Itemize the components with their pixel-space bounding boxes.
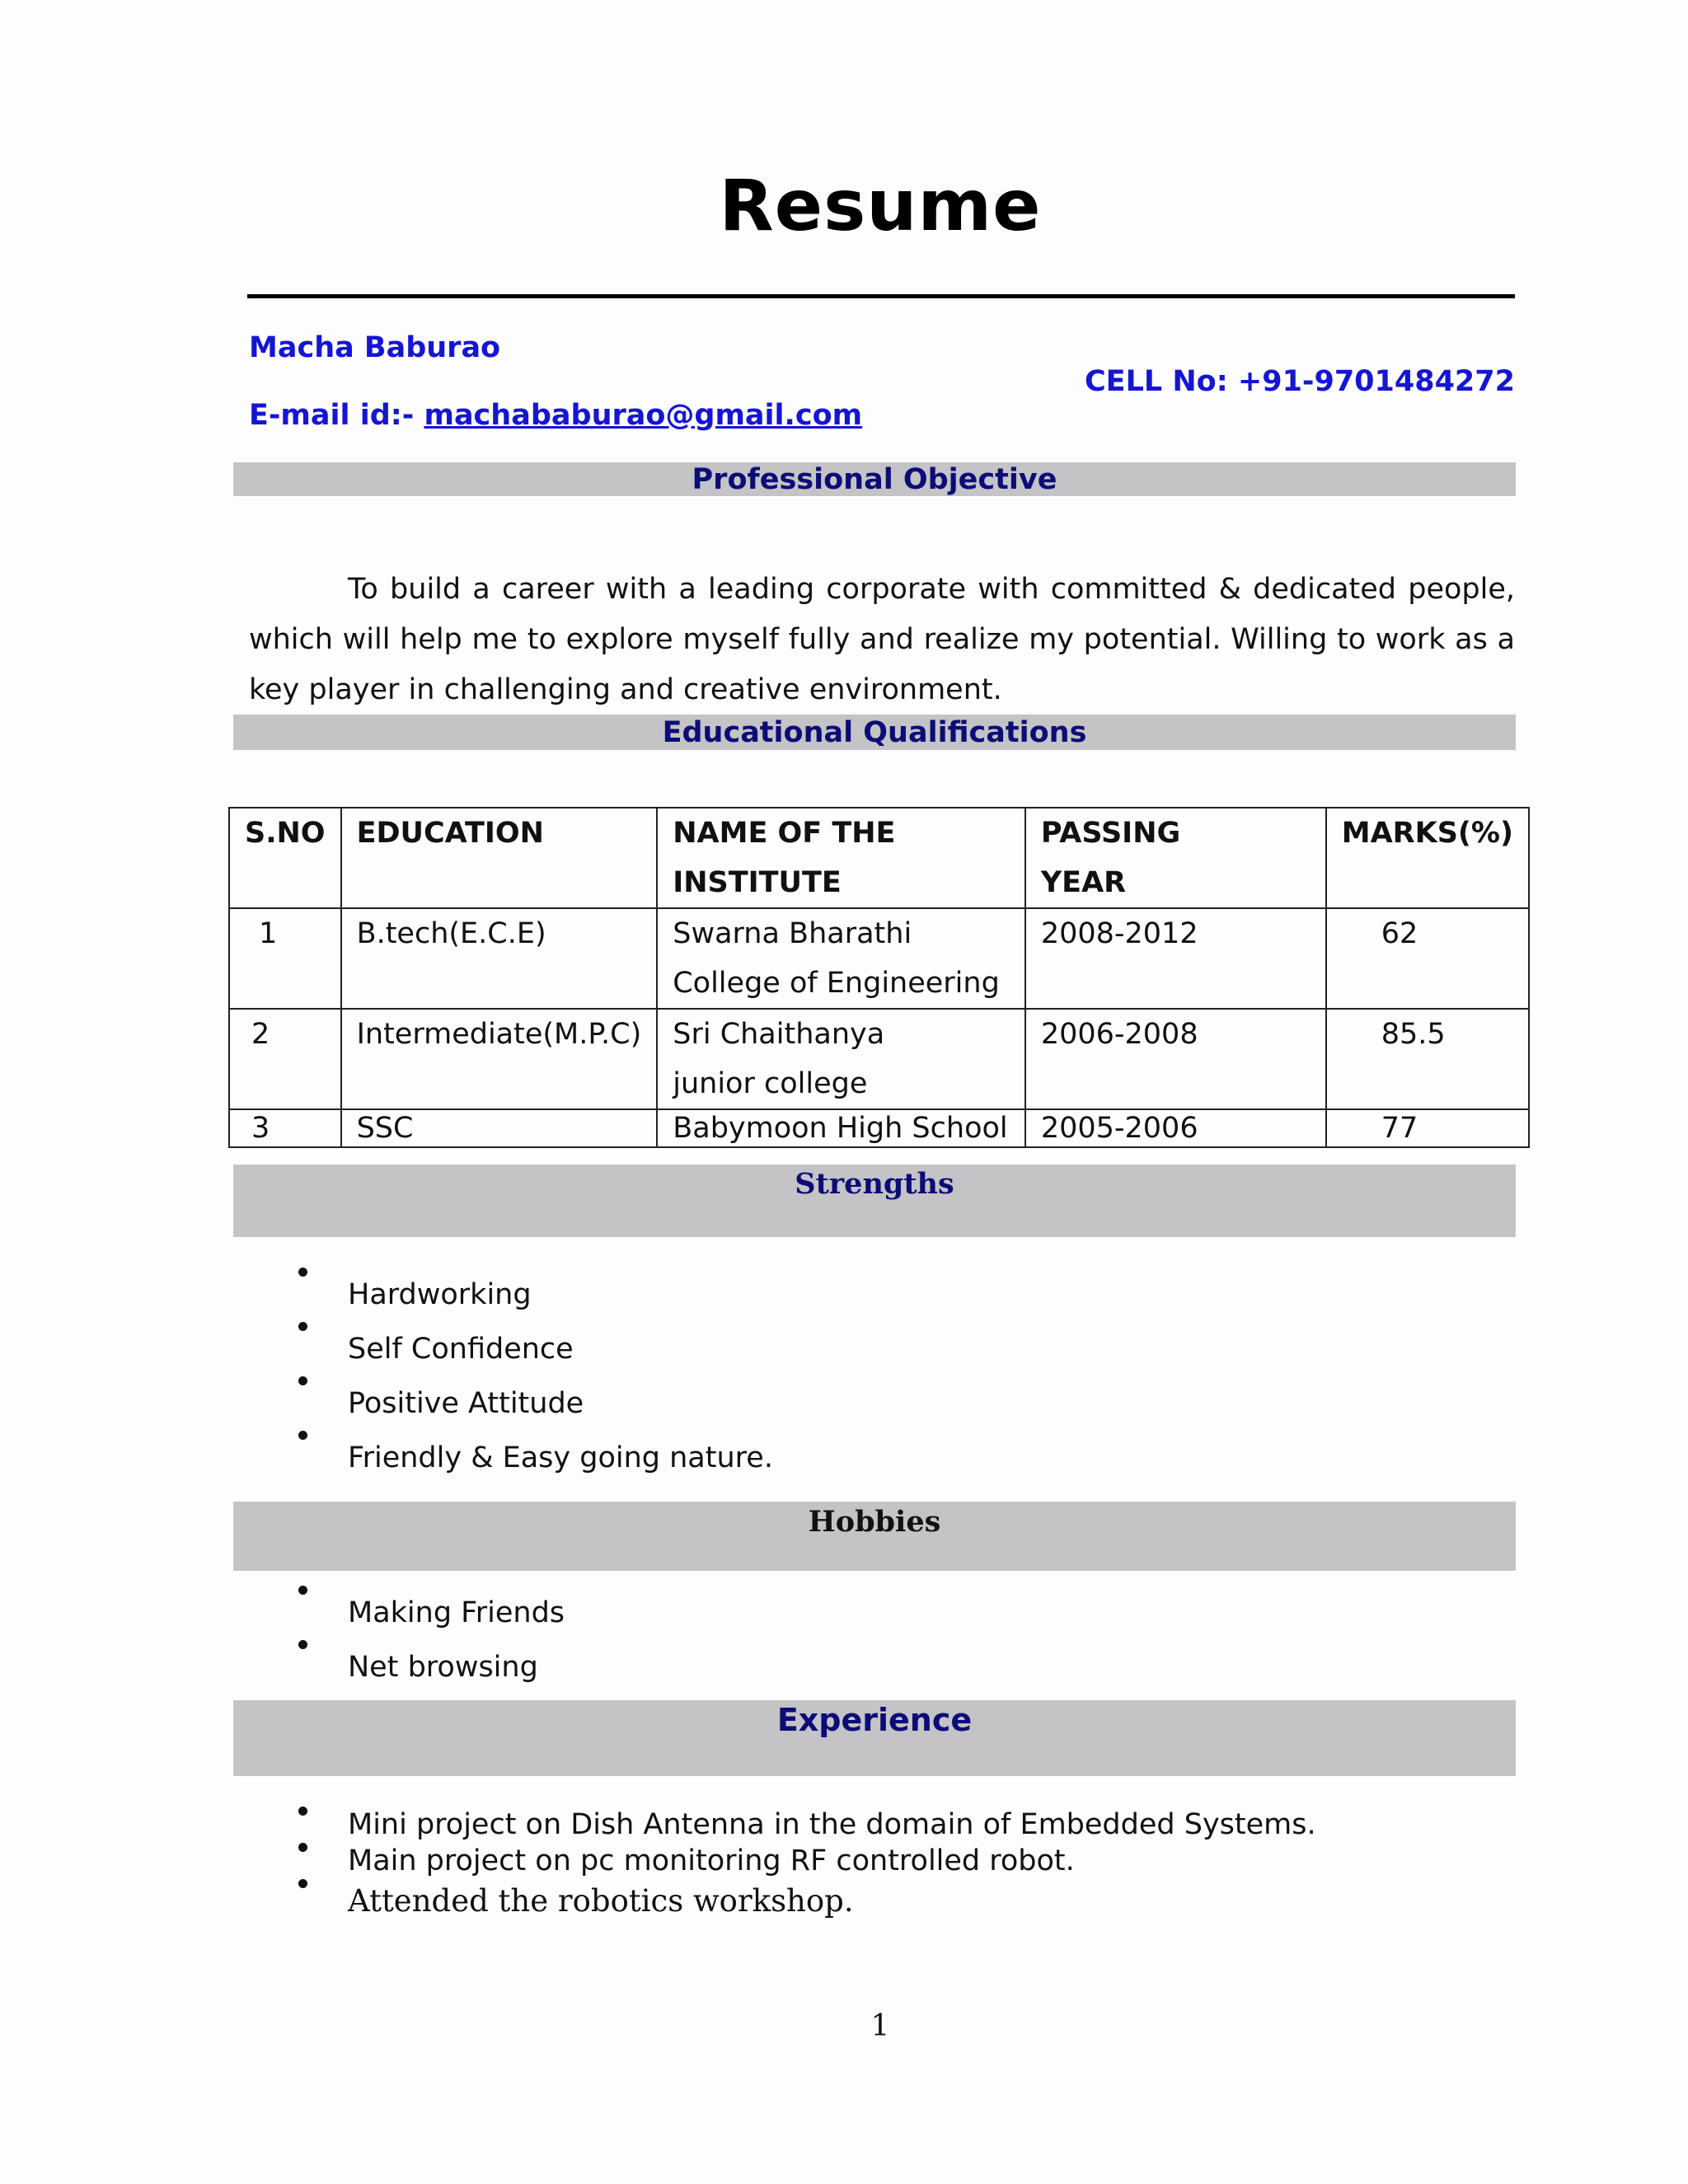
table-row [229, 1109, 1529, 1147]
table-cell: 2005-2006 [1025, 1109, 1326, 1147]
table-cell: 77 [1326, 1109, 1529, 1147]
table-row [229, 1009, 1529, 1109]
table-cell: 3 [229, 1109, 341, 1147]
table-header-row [229, 808, 1529, 908]
list-item: Hardworking [297, 1268, 773, 1322]
list-item: Net browsing [297, 1640, 565, 1694]
list-item: Attended the robotics workshop. [297, 1879, 1316, 1924]
objective-text: To build a career with a leading corporate with committed & dedicated people, which will help me to explore myself fully and realize my potential. Willing to work as a key player in challenging and creative environment. [249, 573, 1515, 706]
section-heading-hobbies: Hobbies [233, 1502, 1516, 1571]
table-cell: 2008-2012 [1025, 908, 1326, 1009]
table-cell: Intermediate(M.P.C) [341, 1009, 658, 1109]
list-item: Self Confidence [297, 1322, 773, 1376]
email-label: E-mail id:- [249, 399, 415, 432]
column-header: S.NO [229, 808, 341, 908]
section-heading-experience: Experience [233, 1700, 1516, 1776]
title-divider [247, 294, 1515, 298]
list-item: Positive Attitude [297, 1376, 773, 1431]
section-heading-education: Educational Qualifications [233, 715, 1516, 750]
section-heading-strengths: Strengths [233, 1165, 1516, 1237]
hobbies-list [297, 1586, 565, 1694]
email-link[interactable]: machababurao@gmail.com [424, 399, 863, 432]
table-row [229, 908, 1529, 1009]
list-item: Friendly & Easy going nature. [297, 1431, 773, 1485]
table-cell: B.tech(E.C.E) [341, 908, 658, 1009]
column-header: EDUCATION [341, 808, 658, 908]
table-cell: Swarna Bharathi College of Engineering [657, 908, 1025, 1009]
column-header: PASSING YEAR [1025, 808, 1326, 908]
email-line [249, 399, 862, 432]
section-heading-objective: Professional Objective [233, 462, 1516, 496]
page-number: 1 [870, 2009, 890, 2043]
list-item: Mini project on Dish Antenna in the domain of Embedded Systems. [297, 1807, 1316, 1843]
table-cell: 2006-2008 [1025, 1009, 1326, 1109]
table-cell: 85.5 [1326, 1009, 1529, 1109]
objective-paragraph [249, 565, 1515, 715]
table-cell: Babymoon High School [657, 1109, 1025, 1147]
document-title: Resume [719, 165, 1042, 247]
table-cell: 2 [229, 1009, 341, 1109]
table-cell: 62 [1326, 908, 1529, 1009]
list-item: Making Friends [297, 1586, 565, 1640]
table-cell: SSC [341, 1109, 658, 1147]
table-cell: 1 [229, 908, 341, 1009]
cell-number: CELL No: +91-9701484272 [1085, 365, 1515, 398]
candidate-name: Macha Baburao [249, 331, 501, 364]
column-header: NAME OF THE INSTITUTE [657, 808, 1025, 908]
education-table [228, 807, 1530, 1148]
experience-list [297, 1807, 1316, 1924]
column-header: MARKS(%) [1326, 808, 1529, 908]
table-cell: Sri Chaithanya junior college [657, 1009, 1025, 1109]
strengths-list [297, 1268, 773, 1485]
list-item: Main project on pc monitoring RF controlled robot. [297, 1843, 1316, 1879]
